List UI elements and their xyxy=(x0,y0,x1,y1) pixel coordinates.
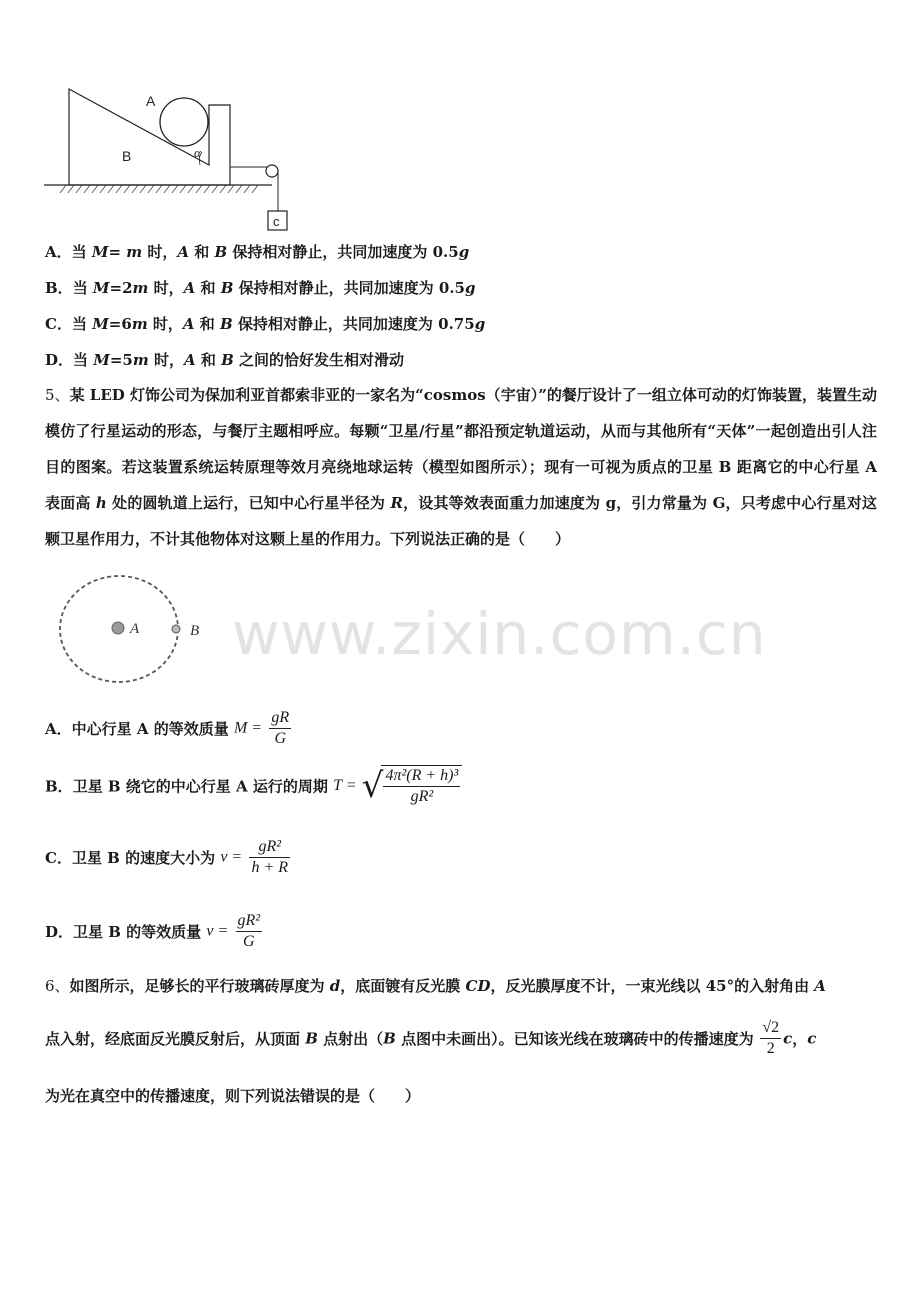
satellite-b xyxy=(172,625,180,633)
q5-option-b: B．卫星 B 绕它的中心行星 A 运行的周期 T = √ $\frac{\text{4π²(R + h)³}}{\text{gR²}}$ xyxy=(45,761,462,811)
fraction: $\frac{\text{gR²}}{G}$ xyxy=(237,912,261,950)
incline-pulley-figure xyxy=(40,85,300,235)
watermark: www.zixin.com.cn xyxy=(232,600,767,668)
q6-line-2: 点入射，经底面反光膜反射后，从顶面 B 点射出（B 点图中未画出）。已知该光线在玻璃砖中的传播速度为 $\frac{√2}{2}$ c，c xyxy=(45,1019,817,1057)
fraction: $\frac{√2}{2}$ xyxy=(762,1019,780,1057)
fraction: $\frac{\text{4π²(R + h)³}}{\text{gR²}}$ xyxy=(385,767,459,805)
sqrt-sign: √ xyxy=(361,766,384,806)
label-c: c xyxy=(273,214,280,229)
q5-stem: 5、某 LED 灯饰公司为保加利亚首都索非亚的一家名为“cosmos（宇宙）”的餐厅设计了一组立体可动的灯饰装置，装置生动模仿了行星运动的形态，与餐厅主题相呼应。每颗“卫星/行星”都沿预定轨道运动，从而与其他所有“天体”一起创造出引人注目的图案。若这装置系统运转原理等效月亮绕地球运转（模型如图所示）；现有一可视为质点的卫星 B 距离它的中心行星 A 表面高 h 处的圆轨道上运行，已知中心行星半径为 R，设其等效表面重力加速度为 g，引力常量为 G，只考虑中心行星对这颗卫星作用力，不计其他物体对这颗上星的作用力。下列说法正确的是（ ） xyxy=(45,386,877,548)
label-b: B xyxy=(122,148,132,164)
q4-option-a: A．当 M= m 时，A 和 B 保持相对静止，共同加速度为 0.5g xyxy=(45,243,470,261)
q6-line-1: 6、如图所示，足够长的平行玻璃砖厚度为 d，底面镀有反光膜 CD，反光膜厚度不计，一束光线以 45°的入射角由 A xyxy=(45,977,826,995)
q6-line-3: 为光在真空中的传播速度，则下列说法错误的是（ ） xyxy=(45,1087,421,1105)
planet-a xyxy=(112,622,124,634)
q5-option-d: D．卫星 B 的等效质量 v = $\frac{\text{gR²}}{G}$ xyxy=(45,912,261,950)
ball-a xyxy=(160,98,208,146)
label-a: A xyxy=(146,93,156,109)
q4-option-d: D．当 M=5m 时，A 和 B 之间的恰好发生相对滑动 xyxy=(45,351,404,369)
fraction: $\frac{gR}{G}$ xyxy=(271,709,290,747)
pulley xyxy=(266,165,278,177)
fraction: $\frac{\text{gR²}}{h + R}$ xyxy=(251,838,289,876)
label-alpha: α xyxy=(194,145,201,160)
q4-option-c: C．当 M=6m 时，A 和 B 保持相对静止，共同加速度为 0.75g xyxy=(45,315,486,333)
q4-option-b: B．当 M=2m 时，A 和 B 保持相对静止，共同加速度为 0.5g xyxy=(45,279,476,297)
q5-option-c: C．卫星 B 的速度大小为 v = $\frac{\text{gR²}}{h + R}$ xyxy=(45,838,289,876)
orbit-figure xyxy=(55,572,215,690)
orbit-label-b: B xyxy=(190,623,200,639)
orbit-label-a: A xyxy=(130,621,140,637)
q5-option-a: A．中心行星 A 的等效质量 M = $\frac{gR}{G}$ xyxy=(45,709,290,747)
ground-hatching xyxy=(60,185,258,193)
